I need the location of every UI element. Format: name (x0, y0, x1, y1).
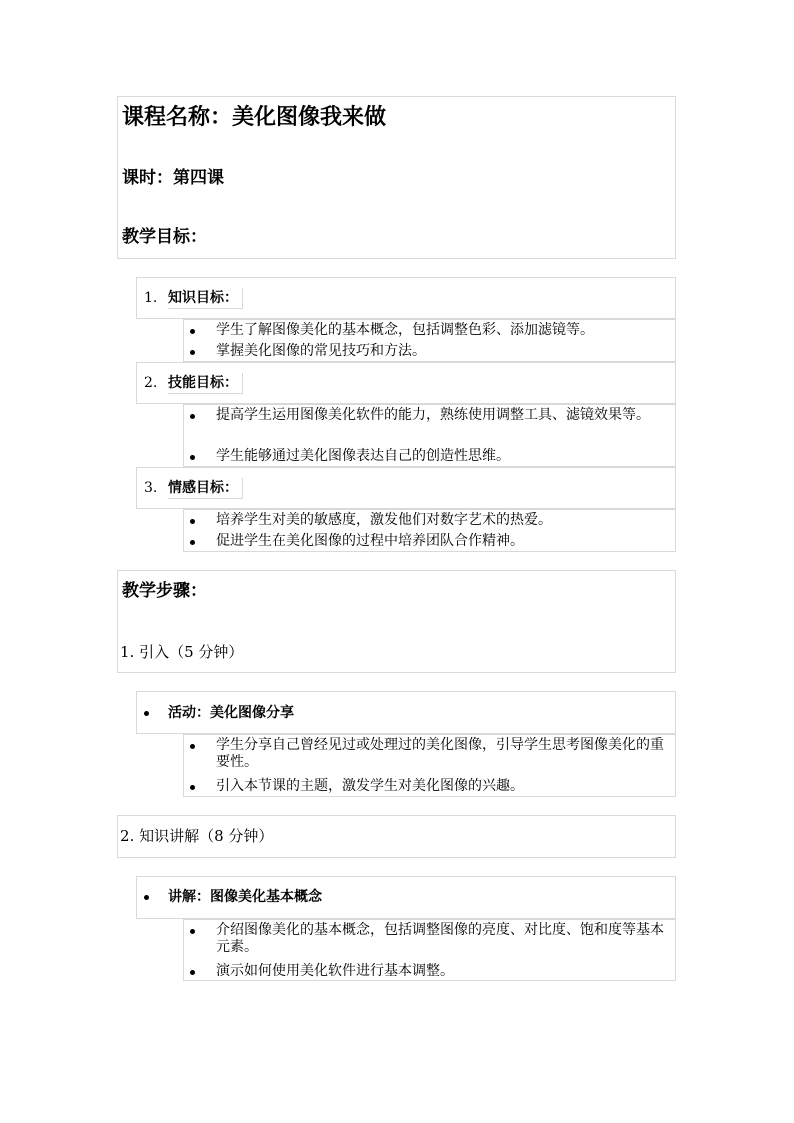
bullet-icon (190, 455, 195, 460)
objective-3-heading (144, 481, 243, 495)
bullet-icon (144, 895, 149, 900)
step-1-activity: 活动：美化图像分享 (144, 706, 294, 720)
bullet-icon (190, 350, 195, 355)
bullet-icon (190, 329, 195, 334)
bullet-icon (190, 414, 195, 419)
objective-1-heading (144, 291, 243, 305)
objective-3-label: 情感目标： (168, 478, 243, 499)
objective-2-label: 技能目标： (168, 373, 243, 394)
objective-1-number: 1. (144, 290, 158, 306)
objective-1-label: 知识目标： (168, 288, 243, 309)
objective-3-number: 3. (144, 480, 158, 496)
bullet-icon (190, 785, 195, 790)
step-2-activity: 讲解：图像美化基本概念 (144, 890, 322, 904)
bullet-icon (190, 970, 195, 975)
bullet-icon (144, 711, 149, 716)
objectives-title: 教学目标： (122, 227, 207, 247)
step-1-title: 1. 引入（5 分钟） (120, 643, 244, 661)
bullet-icon (190, 744, 195, 749)
objective-2-heading (144, 376, 243, 390)
objective-2-number: 2. (144, 375, 158, 391)
steps-title: 教学步骤： (122, 581, 207, 601)
bullet-icon (190, 540, 195, 545)
course-name: 课程名称：美化图像我来做 (122, 104, 387, 130)
lesson-number: 课时：第四课 (122, 168, 224, 188)
bullet-icon (190, 519, 195, 524)
step-2-title: 2. 知识讲解（8 分钟） (120, 827, 274, 845)
bullet-icon (190, 929, 195, 934)
